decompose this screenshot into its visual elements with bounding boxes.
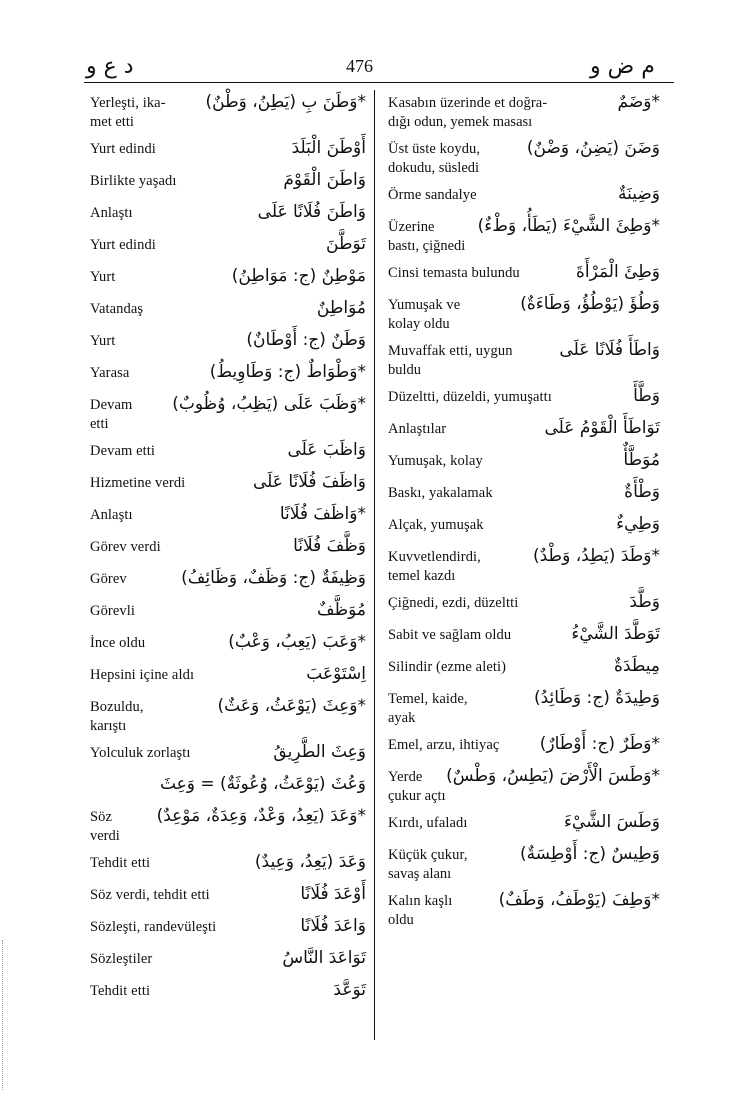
dictionary-entry: [90, 568, 366, 592]
arabic-headword: أَوْطَنَ الْبَلَدَ: [291, 138, 366, 158]
arabic-headword: *وَعَدَ (يَعِدُ، وَعْدٌ، وَعِدَةٌ، مَوْعِدٌ): [156, 806, 366, 826]
entry-line: [90, 884, 366, 908]
arabic-headword: وَظَّفَ فُلَانًا: [293, 536, 366, 556]
turkish-meaning: Temel, kaide,: [388, 691, 468, 707]
arabic-headword: وَطَسَ الشَّيْءَ: [563, 812, 660, 832]
dictionary-entry: [388, 734, 660, 758]
turkish-continuation: dokudu, süsledi: [388, 160, 480, 176]
entry-line: [388, 340, 660, 364]
turkish-continuation: ayak: [388, 710, 416, 726]
turkish-continuation: bastı, çiğnedi: [388, 238, 466, 254]
entry-line: [90, 664, 366, 688]
dictionary-entry: [90, 440, 366, 464]
turkish-continuation: etti: [90, 416, 109, 432]
dictionary-entry: [90, 266, 366, 290]
dictionary-entry: [90, 330, 366, 354]
arabic-headword: *وَعَبَ (يَعِبُ، وَعْبٌ): [228, 632, 366, 652]
dictionary-entry: [388, 592, 660, 616]
entry-line: [90, 806, 366, 830]
arabic-headword: تَوَطَّنَ: [326, 234, 366, 254]
turkish-continuation: buldu: [388, 362, 422, 378]
arabic-headword: وَطِيدَةٌ (ج: وَطَائِدُ): [533, 688, 660, 708]
entry-line: [388, 656, 660, 680]
turkish-meaning: Anlaştı: [90, 205, 133, 221]
arabic-headword: *وَضَمٌ: [617, 92, 660, 112]
turkish-meaning: Sabit ve sağlam oldu: [388, 627, 512, 643]
entry-line: [388, 688, 660, 712]
arabic-headword: تَوَعَّدَ: [333, 980, 366, 1000]
arabic-headword: وَطْأَةٌ: [624, 482, 660, 502]
arabic-headword: وَطُؤَ (يَوْطُؤُ، وَطَاءَةٌ): [520, 294, 660, 314]
turkish-meaning: Anlaştı: [90, 507, 133, 523]
entry-line: [388, 624, 660, 648]
turkish-meaning: Düzeltti, düzeldi, yumuşattı: [388, 389, 552, 405]
dictionary-entry: [90, 948, 366, 972]
turkish-meaning: Devam: [90, 397, 133, 413]
arabic-headword: تَوَطَّدَ الشَّيْءُ: [571, 624, 660, 644]
entry-line: [90, 980, 366, 1004]
dictionary-entry: [90, 170, 366, 194]
entry-line: [90, 600, 366, 624]
entry-line: [90, 472, 366, 496]
arabic-headword: وَطِئَ الْمَرْأَةَ: [575, 262, 660, 282]
dictionary-entry: [90, 394, 366, 432]
dictionary-entry: [90, 742, 366, 766]
arabic-headword: مُوَظَّفٌ: [316, 600, 366, 620]
dictionary-entry: [90, 536, 366, 560]
dictionary-entry: [90, 774, 366, 798]
entry-line: [90, 202, 366, 226]
arabic-headword: *وَظَبَ عَلَى (يَظِبُ، وُظُوبٌ): [172, 394, 366, 414]
arabic-headword: وَعُثَ (يَوْعَثُ، وُعُوثَةٌ) = وَعِثَ: [159, 774, 366, 794]
turkish-meaning: Baskı, yakalamak: [388, 485, 493, 501]
turkish-meaning: Yurt: [90, 333, 116, 349]
turkish-continuation: temel kazdı: [388, 568, 456, 584]
turkish-meaning: Anlaştılar: [388, 421, 447, 437]
arabic-headword: *وَعِثَ (يَوْعَثُ، وَعَثٌ): [217, 696, 366, 716]
left-column: [90, 92, 366, 1012]
dictionary-entry: [90, 884, 366, 908]
turkish-meaning: Yurt edindi: [90, 237, 156, 253]
dictionary-entry: [388, 386, 660, 410]
dictionary-entry: [90, 234, 366, 258]
dictionary-entry: [388, 514, 660, 538]
arabic-headword: وَاطَنَ الْقَوْمَ: [283, 170, 366, 190]
turkish-meaning: Hepsini içine aldı: [90, 667, 195, 683]
turkish-continuation: çukur açtı: [388, 788, 446, 804]
turkish-continuation: savaş alanı: [388, 866, 452, 882]
right-column: [388, 92, 660, 936]
turkish-meaning: Kuvvetlendirdi,: [388, 549, 481, 565]
entry-line: [90, 504, 366, 528]
dictionary-entry: [388, 766, 660, 804]
arabic-headword: *وَطْوَاطٌ (ج: وَطَاوِيطُ): [209, 362, 366, 382]
entry-line: [90, 916, 366, 940]
turkish-continuation: karıştı: [90, 718, 127, 734]
dictionary-entry: [90, 852, 366, 876]
turkish-meaning: Örme sandalye: [388, 187, 477, 203]
turkish-meaning: Yumuşak, kolay: [388, 453, 483, 469]
entry-line: [90, 632, 366, 656]
dictionary-entry: [388, 450, 660, 474]
arabic-headword: مُوَاطِنٌ: [316, 298, 366, 318]
turkish-meaning: Yurt: [90, 269, 116, 285]
turkish-meaning: Söz: [90, 809, 113, 825]
dictionary-entry: [388, 656, 660, 680]
dictionary-entry: [388, 418, 660, 442]
entry-line: [388, 546, 660, 570]
dictionary-entry: [90, 806, 366, 844]
entry-line: [90, 852, 366, 876]
entry-line: [388, 766, 660, 790]
entry-line: [388, 890, 660, 914]
turkish-meaning: Kırdı, ufaladı: [388, 815, 468, 831]
dictionary-entry: [90, 600, 366, 624]
turkish-meaning: Vatandaş: [90, 301, 144, 317]
arabic-headword: وَاطَنَ فُلَانًا عَلَى: [257, 202, 366, 222]
entry-line: [90, 394, 366, 418]
entry-line: [90, 440, 366, 464]
entry-line: [388, 184, 660, 208]
arabic-headword: *وَطَنَ بِ (يَطِنُ، وَطْنٌ): [205, 92, 366, 112]
entry-line: [388, 386, 660, 410]
dictionary-entry: [90, 632, 366, 656]
dictionary-entry: [388, 546, 660, 584]
arabic-headword: وَظِيفَةٌ (ج: وَظَفٌ، وَظَائِفُ): [181, 568, 366, 588]
arabic-headword: *وَطَدَ (يَطِدُ، وَطْدٌ): [533, 546, 660, 566]
dictionary-entry: [90, 696, 366, 734]
dictionary-entry: [90, 92, 366, 130]
turkish-meaning: Yolculuk zorlaştı: [90, 745, 191, 761]
turkish-meaning: Emel, arzu, ihtiyaç: [388, 737, 500, 753]
arabic-headword: وَطَنٌ (ج: أَوْطَانٌ): [246, 330, 366, 350]
entry-line: [388, 262, 660, 286]
turkish-meaning: Cinsi temasta bulundu: [388, 265, 520, 281]
entry-line: [90, 742, 366, 766]
header-rule: [84, 82, 674, 83]
turkish-meaning: Yurt edindi: [90, 141, 156, 157]
turkish-continuation: kolay oldu: [388, 316, 450, 332]
arabic-headword: تَوَاعَدَ النَّاسُ: [282, 948, 366, 968]
arabic-headword: وَطِيسٌ (ج: أَوْطِسَةٌ): [519, 844, 660, 864]
turkish-continuation: verdi: [90, 828, 120, 844]
header-left-letters: د ع و: [86, 54, 134, 79]
turkish-meaning: Hizmetine verdi: [90, 475, 186, 491]
turkish-meaning: Yerleşti, ika-: [90, 95, 166, 111]
dictionary-entry: [90, 362, 366, 386]
dictionary-entry: [90, 298, 366, 322]
turkish-meaning: İnce oldu: [90, 635, 146, 651]
arabic-headword: وَعِثَ الطَّرِيقُ: [273, 742, 366, 762]
dictionary-entry: [388, 138, 660, 176]
arabic-headword: مَوْطِنٌ (ج: مَوَاطِنُ): [231, 266, 366, 286]
arabic-headword: وَطَّدَ: [629, 592, 660, 612]
arabic-headword: تَوَاطَأَ الْقَوْمُ عَلَى: [544, 418, 660, 438]
dictionary-entry: [90, 472, 366, 496]
arabic-headword: وَطِيءٌ: [616, 514, 660, 534]
entry-line: [388, 514, 660, 538]
arabic-headword: *وَطَسَ الْأَرْضَ (يَطِسُ، وَطْسٌ): [446, 766, 660, 786]
arabic-headword: وَضِينَةٌ: [617, 184, 660, 204]
dictionary-entry: [388, 812, 660, 836]
turkish-meaning: Tehdit etti: [90, 983, 151, 999]
dictionary-entry: [388, 624, 660, 648]
turkish-meaning: Kasabın üzerinde et doğra-: [388, 95, 548, 111]
entry-line: [388, 844, 660, 868]
turkish-meaning: Küçük çukur,: [388, 847, 468, 863]
turkish-meaning: Bozuldu,: [90, 699, 144, 715]
turkish-continuation: oldu: [388, 912, 414, 928]
dictionary-entry: [388, 844, 660, 882]
entry-line: [90, 298, 366, 322]
turkish-continuation: met etti: [90, 114, 134, 130]
turkish-meaning: Söz verdi, tehdit etti: [90, 887, 210, 903]
entry-line: [388, 812, 660, 836]
turkish-meaning: Sözleşti, randevüleşti: [90, 919, 217, 935]
entry-line: [388, 482, 660, 506]
turkish-meaning: Görev verdi: [90, 539, 161, 555]
dictionary-entry: [90, 916, 366, 940]
scan-edge-dots: [2, 940, 7, 1090]
arabic-headword: وَطَّأَ: [633, 386, 660, 406]
arabic-headword: وَاطَأَ فُلَانًا عَلَى: [559, 340, 660, 360]
dictionary-entry: [388, 262, 660, 286]
arabic-headword: وَضَنَ (يَضِنُ، وَضْنٌ): [526, 138, 660, 158]
entry-line: [90, 138, 366, 162]
turkish-continuation: dığı odun, yemek masası: [388, 114, 533, 130]
arabic-headword: أَوْعَدَ فُلَانًا: [300, 884, 366, 904]
turkish-meaning: Yerde: [388, 769, 423, 785]
turkish-meaning: Üst üste koydu,: [388, 141, 481, 157]
turkish-meaning: Muvaffak etti, uygun: [388, 343, 513, 359]
entry-line: [388, 734, 660, 758]
header-right-letters: م ض و: [590, 54, 655, 79]
arabic-headword: وَعَدَ (يَعِدُ، وَعِيدٌ): [254, 852, 366, 872]
turkish-meaning: Devam etti: [90, 443, 156, 459]
entry-line: [90, 92, 366, 116]
dictionary-entry: [388, 340, 660, 378]
entry-line: [90, 948, 366, 972]
arabic-headword: اِسْتَوْعَبَ: [306, 664, 366, 684]
dictionary-entry: [90, 980, 366, 1004]
arabic-headword: مُوَطَّأٌ: [623, 450, 660, 470]
turkish-meaning: Kalın kaşlı: [388, 893, 453, 909]
turkish-meaning: Yarasa: [90, 365, 130, 381]
entry-line: [388, 592, 660, 616]
column-divider: [374, 90, 375, 1040]
entry-line: [388, 216, 660, 240]
arabic-headword: *وَطِئَ الشَّيْءَ (يَطَأُ، وَطْءٌ): [477, 216, 660, 236]
dictionary-entry: [388, 294, 660, 332]
page-number: 476: [346, 56, 373, 76]
arabic-headword: مِيطَدَةٌ: [613, 656, 660, 676]
turkish-meaning: Silindir (ezme aleti): [388, 659, 507, 675]
dictionary-entry: [90, 138, 366, 162]
entry-line: [388, 450, 660, 474]
dictionary-entry: [388, 184, 660, 208]
dictionary-entry: [90, 202, 366, 226]
arabic-headword: وَاظَفَ فُلَانًا عَلَى: [253, 472, 366, 492]
arabic-headword: *وَطِفَ (يَوْطَفُ، وَطَفٌ): [498, 890, 660, 910]
arabic-headword: وَاظَبَ عَلَى: [287, 440, 366, 460]
entry-line: [388, 294, 660, 318]
entry-line: [90, 330, 366, 354]
arabic-headword: *وَاظَفَ فُلَانًا: [279, 504, 366, 524]
entry-line: [90, 234, 366, 258]
page-header: [0, 52, 742, 82]
entry-line: [90, 536, 366, 560]
turkish-meaning: Görev: [90, 571, 127, 587]
entry-line: [90, 696, 366, 720]
entry-line: [90, 266, 366, 290]
turkish-meaning: Tehdit etti: [90, 855, 151, 871]
turkish-meaning: Birlikte yaşadı: [90, 173, 177, 189]
entry-line: [388, 138, 660, 162]
entry-line: [388, 92, 660, 116]
turkish-meaning: Üzerine: [388, 219, 435, 235]
arabic-headword: *وَطَرٌ (ج: أَوْطَارٌ): [539, 734, 660, 754]
dictionary-entry: [388, 890, 660, 928]
dictionary-entry: [388, 92, 660, 130]
turkish-meaning: Görevli: [90, 603, 135, 619]
entry-line: [90, 170, 366, 194]
turkish-meaning: Sözleştiler: [90, 951, 153, 967]
turkish-meaning: Yumuşak ve: [388, 297, 461, 313]
dictionary-entry: [388, 482, 660, 506]
dictionary-entry: [90, 504, 366, 528]
entry-line: [90, 568, 366, 592]
dictionary-entry: [388, 216, 660, 254]
arabic-headword: وَاعَدَ فُلَانًا: [300, 916, 366, 936]
dictionary-entry: [90, 664, 366, 688]
entry-line: [388, 418, 660, 442]
turkish-meaning: Çiğnedi, ezdi, düzeltti: [388, 595, 519, 611]
dictionary-entry: [388, 688, 660, 726]
entry-line: [90, 774, 366, 798]
entry-line: [90, 362, 366, 386]
turkish-meaning: Alçak, yumuşak: [388, 517, 484, 533]
